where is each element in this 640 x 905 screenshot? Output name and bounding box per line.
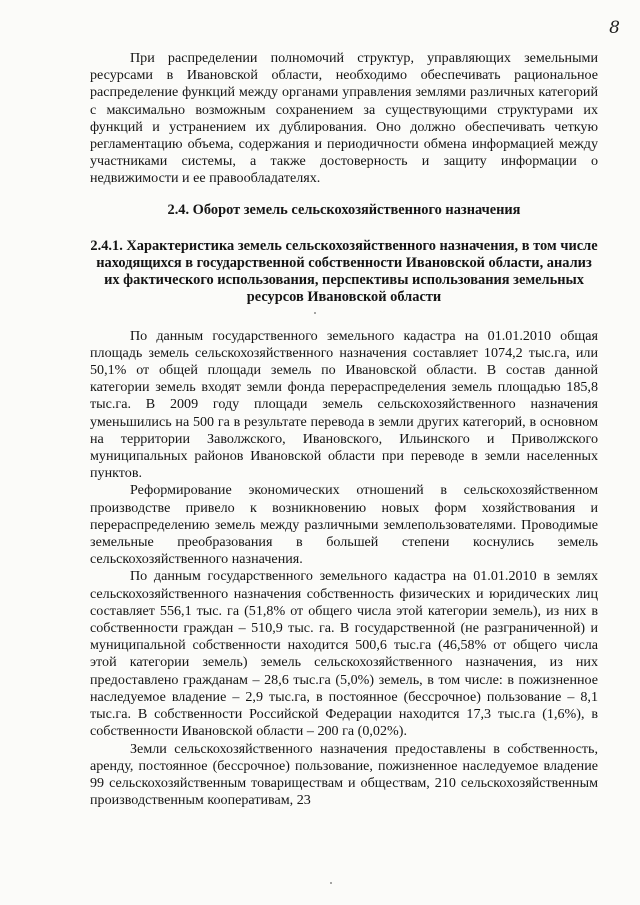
page-number: 8	[609, 18, 620, 38]
paragraph-economic-reform: Реформирование экономических отношений в сельскохозяйственном производстве привело к возникновению новых форм хозяйствования и перераспределению земель между различными землепользователями. Проводимые земельные преобразования в большей степени коснулись земель сельскохозяйственного назначения.	[90, 482, 598, 568]
document-body	[90, 50, 598, 809]
subsection-title: 2.4.1. Характеристика земель сельскохозяйственного назначения, в том числе находящихся в государственной собственности Ивановской области, анализ их фактического использования, перспективы использования земельных ресурсов Ивановской области	[90, 237, 598, 305]
paragraph-land-management-structures: При распределении полномочий структур, управляющих земельными ресурсами в Ивановской области, необходимо обеспечивать рациональное распределение функций между органами управления землями различных категорий с максимально возможным сохранением за существующими структурами их функций и устранением их дублирования. Оно должно обеспечивать четкую регламентацию объема, содержания и периодичности обмена информацией между участниками системы, а также достоверность и защиту информации о недвижимости и ее правообладателях.	[90, 50, 598, 187]
paragraph-cadastre-total-area: По данным государственного земельного кадастра на 01.01.2010 общая площадь земель сельскохозяйственного назначения составляет 1074,2 тыс.га, или 50,1% от общей площади земель по Ивановской области. В состав данной категории земель входят земли фонда перераспределения земель площадью 185,8 тыс.га. В 2009 году площади земель сельскохозяйственного назначения уменьшились на 500 га в результате перевода в земли других категорий, в основном на территории Заволжского, Ивановского, Ильинского и Приволжского муниципальных районов Ивановской области при переводе в земли населенных пунктов.	[90, 327, 598, 482]
paragraph-land-allocation: Земли сельскохозяйственного назначения предоставлены в собственность, аренду, постоянное (бессрочное) пользование, пожизненное наследуемое владение 99 сельскохозяйственным товариществам и обществам, 210 сельскохозяйственным производственным кооперативам, 23	[90, 740, 598, 809]
paragraph-ownership-structure: По данным государственного земельного кадастра на 01.01.2010 в землях сельскохозяйственного назначения собственность физических и юридических лиц составляет 556,1 тыс. га (51,8% от общего числа этой категории земель), из них в собственности граждан – 510,9 тыс. га. В государственной (не разграниченной) и муниципальной собственности находится 500,6 тыс.га (46,58% от общего числа этой категории земель) земель сельскохозяйственного назначения, из них предоставлено гражданам – 28,6 тыс.га (5,0%) земель, в том числе: в пожизненное наследуемое владение – 2,9 тыс.га, в постоянное (бессрочное) пользование – 8,1 тыс.га. В собственности Российской Федерации находится 17,3 тыс.га (1,6%), в собственности Ивановской области – 200 га (0,02%).	[90, 568, 598, 740]
scan-speck	[314, 312, 316, 314]
section-title: 2.4. Оборот земель сельскохозяйственного назначения	[167, 201, 521, 218]
scan-speck	[330, 882, 332, 884]
